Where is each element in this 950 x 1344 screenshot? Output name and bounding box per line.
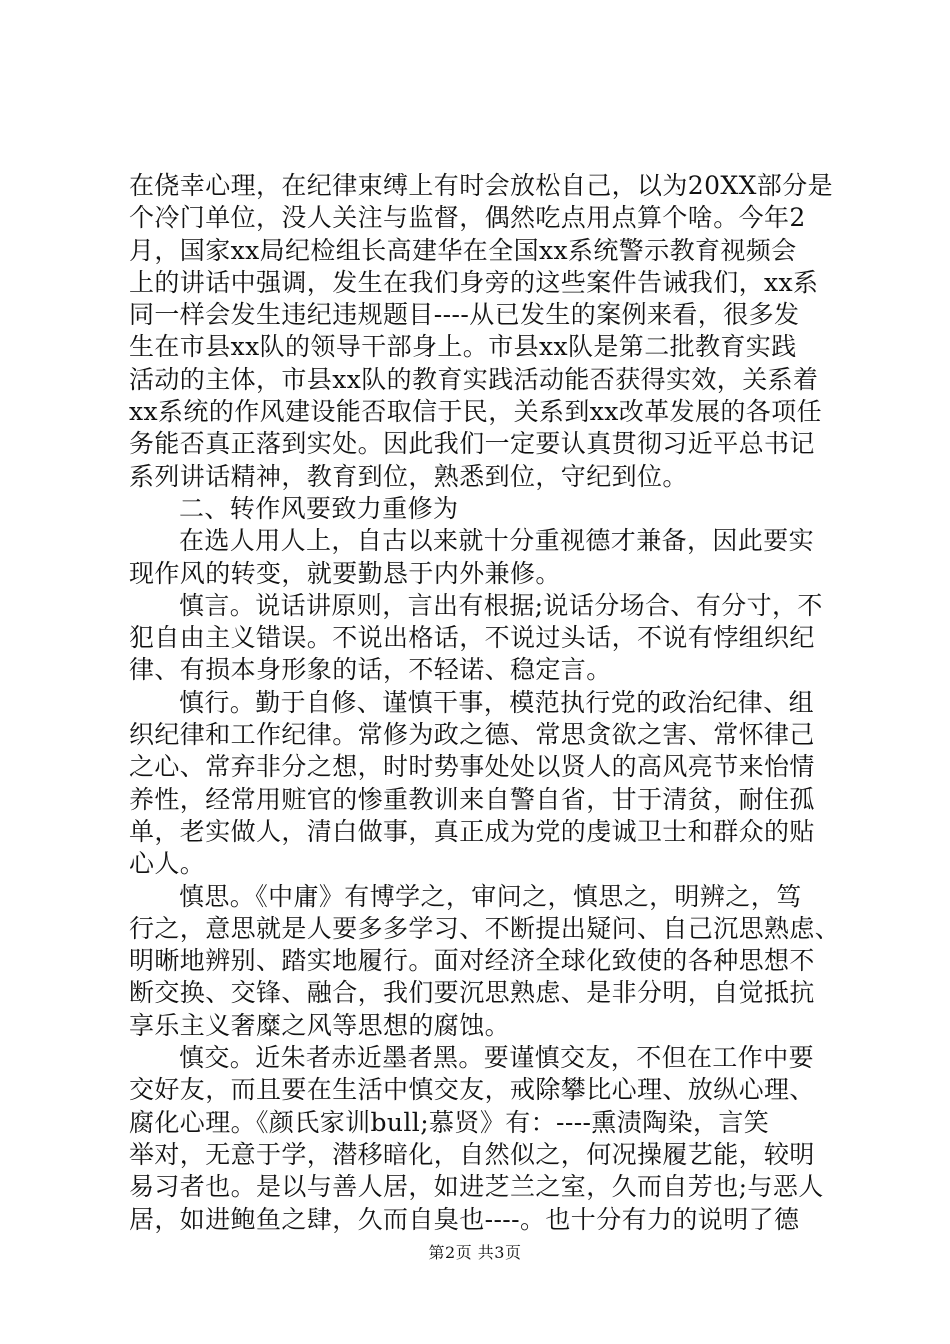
text-line: 在选人用人上，自古以来就十分重视德才兼备，因此要实 bbox=[179, 526, 815, 556]
text-line: 易习者也。是以与善人居，如进芝兰之室，久而自芳也;与恶人 bbox=[129, 1172, 824, 1202]
text-line: 享乐主义奢糜之风等思想的腐蚀。 bbox=[129, 1010, 511, 1040]
page-footer: 第2页 共3页 bbox=[428, 1243, 522, 1262]
text-line: 明晰地辨别、踏实地履行。面对经济全球化致使的各种思想不 bbox=[129, 946, 815, 976]
paragraph bbox=[129, 1042, 839, 1236]
document-body bbox=[129, 170, 839, 1236]
text-line: 二、转作风要致力重修为 bbox=[179, 493, 459, 523]
paragraph bbox=[129, 881, 839, 1042]
text-line: 个冷门单位，没人关注与监督，偶然吃点用点算个啥。今年2 bbox=[129, 203, 806, 233]
text-line: 律、有损本身形象的话，不轻诺、稳定言。 bbox=[129, 655, 612, 685]
text-line: 在侥幸心理，在纪律束缚上有时会放松自己，以为20XX部分是 bbox=[129, 171, 834, 200]
text-line: 上的讲话中强调，发生在我们身旁的这些案件告诫我们，xx系 bbox=[129, 267, 819, 297]
text-line: xx系统的作风建设能否取信于民，关系到xx改革发展的各项任 bbox=[129, 397, 822, 427]
paragraph bbox=[129, 525, 839, 590]
text-line: 系列讲话精神，教育到位，熟悉到位，守纪到位。 bbox=[129, 461, 688, 491]
text-line: 腐化心理。《颜氏家训bull;慕贤》有：----熏渍陶染，言笑 bbox=[129, 1107, 770, 1137]
text-line: 交好友，而且要在生活中慎交友，戒除攀比心理、放纵心理、 bbox=[129, 1075, 815, 1105]
text-line: 织纪律和工作纪律。常修为政之德、常思贪欲之害、常怀律己 bbox=[129, 720, 815, 750]
paragraph bbox=[129, 170, 839, 493]
text-line: 月，国家xx局纪检组长高建华在全国xx系统警示教育视频会 bbox=[129, 235, 797, 265]
text-line: 生在市县xx队的领导干部身上。市县xx队是第二批教育实践 bbox=[129, 332, 797, 362]
text-line: 慎思。《中庸》有博学之，审问之，慎思之，明辨之，笃 bbox=[179, 881, 802, 911]
text-line: 养性，经常用赃官的惨重教训来自警自省，甘于清贫，耐住孤 bbox=[129, 784, 815, 814]
text-line: 活动的主体，市县xx队的教育实践活动能否获得实效，关系着 bbox=[129, 364, 819, 394]
text-line: 居，如进鲍鱼之肆，久而自臭也----。也十分有力的说明了德 bbox=[129, 1204, 800, 1234]
text-line: 犯自由主义错误。不说出格话，不说过头话，不说有悖组织纪 bbox=[129, 623, 815, 653]
text-line: 断交换、交锋、融合，我们要沉思熟虑、是非分明，自觉抵抗 bbox=[129, 978, 815, 1008]
text-line: 同一样会发生违纪违规题目----从已发生的案例来看，很多发 bbox=[129, 300, 800, 330]
text-line: 行之，意思就是人要多多学习、不断提出疑问、自己沉思熟虑、 bbox=[129, 913, 841, 943]
text-line: 现作风的转变，就要勤恳于内外兼修。 bbox=[129, 558, 561, 588]
paragraph bbox=[129, 687, 839, 881]
text-line: 务能否真正落到实处。因此我们一定要认真贯彻习近平总书记 bbox=[129, 429, 815, 459]
text-line: 举对，无意于学，潜移暗化，自然似之，何况操履艺能，较明 bbox=[129, 1139, 815, 1169]
text-line: 之心、常弃非分之想，时时势事处处以贤人的高风亮节来怡情 bbox=[129, 752, 815, 782]
text-line: 慎言。说话讲原则，言出有根据;说话分场合、有分寸，不 bbox=[179, 590, 823, 620]
text-line: 单，老实做人，清白做事，真正成为党的虔诚卫士和群众的贴 bbox=[129, 816, 815, 846]
paragraph bbox=[129, 493, 839, 525]
paragraph bbox=[129, 590, 839, 687]
text-line: 心人。 bbox=[129, 849, 206, 879]
text-line: 慎交。近朱者赤近墨者黑。要谨慎交友，不但在工作中要 bbox=[179, 1043, 815, 1073]
text-line: 慎行。勤于自修、谨慎干事，模范执行党的政治纪律、组 bbox=[179, 687, 815, 717]
